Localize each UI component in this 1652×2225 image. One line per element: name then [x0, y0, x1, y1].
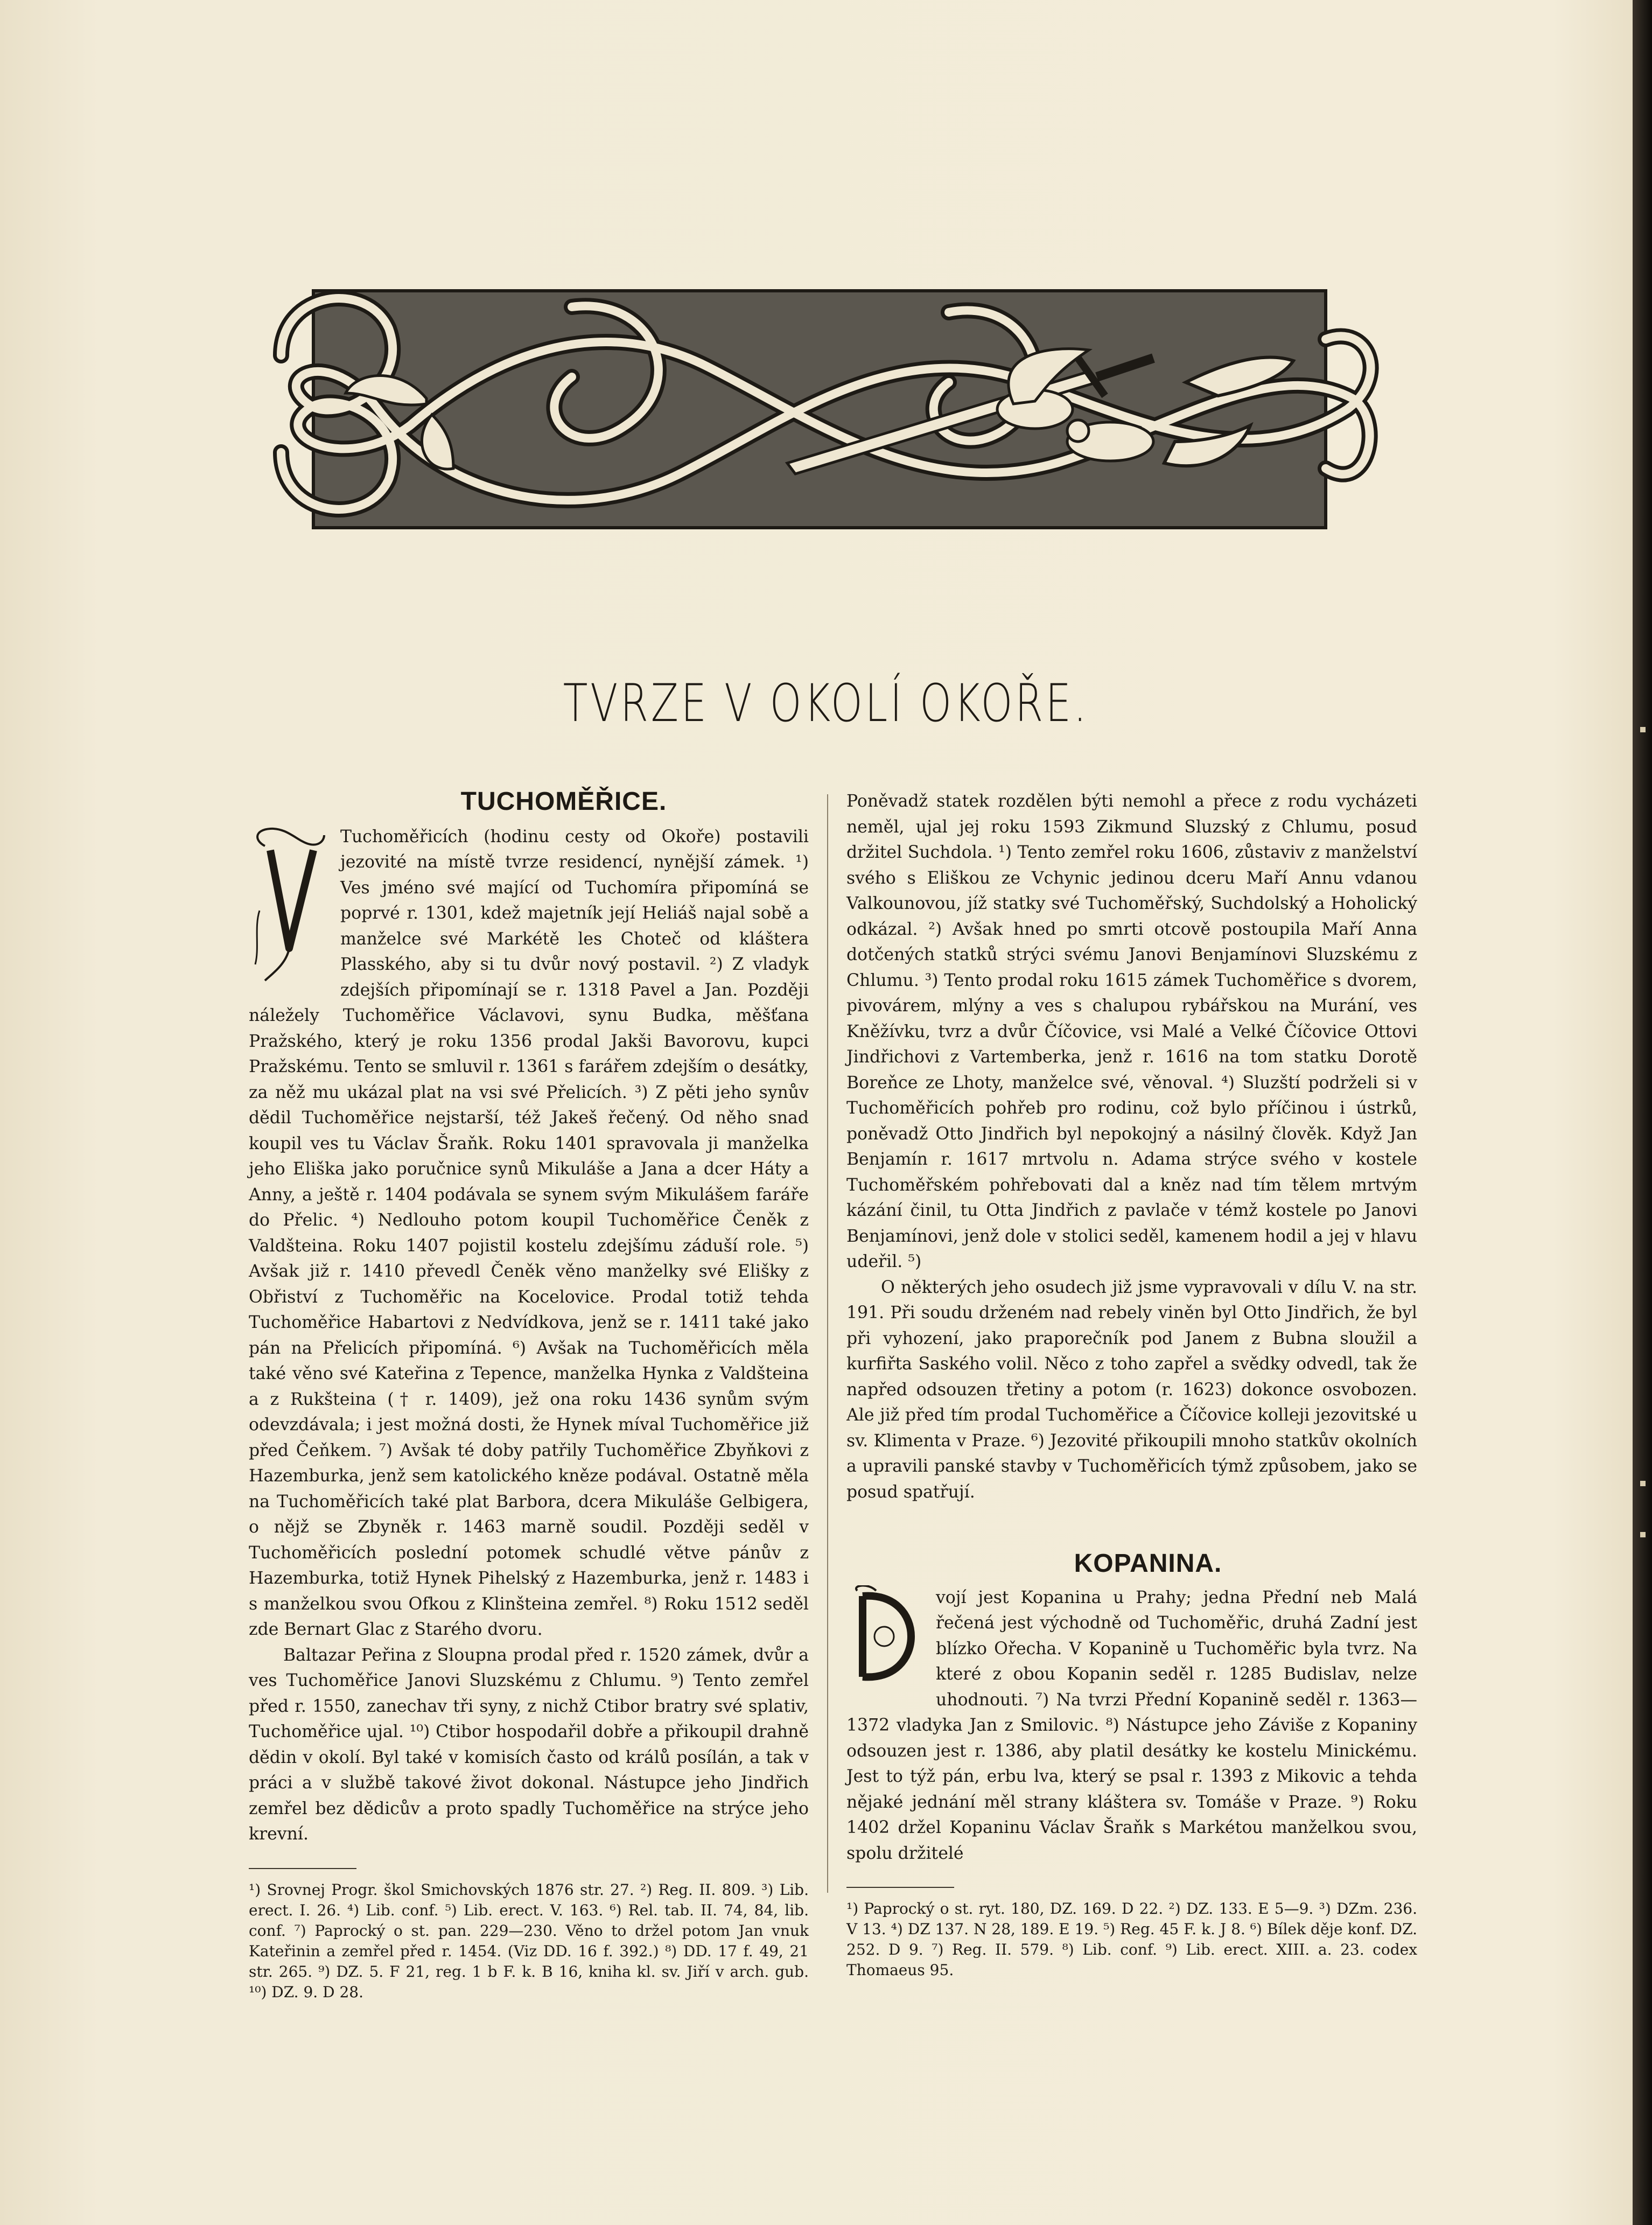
left-column [249, 789, 809, 2003]
right-column [846, 789, 1417, 1981]
paragraph: vojí jest Kopanina u Prahy; jedna Přední neb Malá řečená jest východně od Tuchoměřic, druhá Zadní jest blízko Ořecha. V Kopanině u Tuchoměřic byla tvrz. Na které z obou Kopanin seděl r. 1285 Budislav, nelze uhodnouti. ⁷) Na tvrzi Přední Kopanině seděl r. 1363—1372 vladyka Jan z Smilovic. ⁸) Nástupce jeho Záviše z Kopaniny odsouzen jest r. 1386, aby platil desátky ke kostelu Minickému. Jest to týž pán, erbu lva, který se psal r. 1393 z Mikovic a tehda nějaké jednání měl strany kláštera sv. Tomáše v Praze. ⁹) Roku 1402 držel Kopaninu Václav Šraňk s Markétou manželkou svou, spolu držitelé [846, 1587, 1417, 1863]
footnotes: ¹) Srovnej Progr. škol Smichovských 1876 str. 27. ²) Reg. II. 809. ³) Lib. erect. I. 26. ⁴) Lib. conf. ⁵) Lib. erect. V. 163. ⁶) Rel. tab. II. 74, 84, lib. conf. ⁷) Paprocký o st. pan. 229—230. Věno to držel potom Jan vnuk Kateřinin a zemřel před r. 1454. (Viz DD. 16 f. 392.) ⁸) DD. 17 f. 49, 21 str. 265. ⁹) DZ. 5. F 21, reg. 1 b F. k. B 16, kniha kl. sv. Jiří v arch. gub. ¹⁰) DZ. 9. D 28. [249, 1880, 809, 2001]
section-heading-tuchomerice: TUCHOMĚŘICE. [460, 787, 667, 816]
scan-edge-mark [1640, 727, 1646, 732]
paragraph: Baltazar Peřina z Sloupna prodal před r. 1520 zámek, dvůr a ves Tuchoměřice Janovi Sluzskému z Chlumu. ⁹) Tento zemřel před r. 1550, zanechav tři syny, z nichž Ctibor bratry své splativ, Tuchoměřice ujal. ¹⁰) Ctibor hospodařil dobře a přikoupil drahně dědin v okolí. Byl také v komisích často od králů posílán, a tak v práci a v službě takové život dokonal. Nástupce jeho Jindřich zemřel bez dědicův a proto spadly Tuchoměřice na strýce jeho krevní. [249, 1645, 809, 1844]
ornamental-header-banner [249, 248, 1388, 560]
page-title: TVRZE V OKOLÍ OKOŘE. [563, 673, 1089, 733]
footnotes: ¹) Paprocký o st. ryt. 180, DZ. 169. D 22. ²) DZ. 133. E 5—9. ³) DZm. 236. V 13. ⁴) DZ 137. N 28, 189. E 19. ⁵) Reg. 45 F. k. J 8. ⁶) Bílek děje konf. DZ. 252. D 9. ⁷) Reg. II. 579. ⁸) Lib. conf. ⁹) Lib. erect. XIII. a. 23. codex Thomaeus 95. [846, 1900, 1417, 1979]
column-rule [827, 794, 828, 1893]
scan-edge [1633, 0, 1652, 2225]
initial-letter-v-illustration [249, 824, 330, 986]
section-heading-kopanina: KOPANINA. [1074, 1549, 1222, 1578]
paragraph: Poněvadž statek rozdělen býti nemohl a přece z rodu vycházeti neměl, ujal jej roku 1593 Zikmund Sluzský z Chlumu, posud držitel Suchdola. ¹) Tento zemřel roku 1606, zůstaviv z manželství svého s Eliškou ze Vchynic jedinou dceru Maří Annu vdanou Valkounovou, jíž statky své Tuchoměřský, Suchdolský a Hoholický odkázal. ²) Avšak hned po smrti otcově postoupila Maří Anna dotčených statků strýci svému Janovi Benjamínovi Sluzskému z Chlumu. ³) Tento prodal roku 1615 zámek Tuchoměřice s dvorem, pivovárem, mlýny a ves s chalupou rybářskou na Murání, ves Kněžívku, tvrz a dvůr Číčovice, vsi Malé a Velké Číčovice Ottovi Jindřichovi z Vartemberka, jenž r. 1616 na tom statku Dorotě Boreňce ze Lhoty, manželce své, věnoval. ⁴) Sluzští podrželi si v Tuchoměřicích pohřeb pro rodinu, což bylo příčinou i ústrků, poněvadž Otto Jindřich byl nepokojný a násilný člověk. Když Jan Benjamín r. 1617 mrtvolu n. Adama strýce svého v kostele Tuchoměřském pohřebovati dal a kněz nad tím tělem mrtvým kázání činil, tu Otta Jindřich z pavlače v témž kostele po Janovi Benjamínovi, jenž dole v stolici seděl, kamenem hodil a jej v hlavu udeřil. ⁵) [846, 792, 1417, 1271]
footnote-rule [249, 1868, 356, 1869]
paragraph: Tuchoměřicích (hodinu cesty od Okoře) postavili jezovité na místě tvrze residencí, nynější zámek. ¹) Ves jméno své mající od Tuchomíra připomíná se poprvé r. 1301, kdež majetník její Heliáš najal sobě a manželce své Markétě les Choteč od kláštera Plasského, aby si tu dvůr nový postavil. ²) Z vladyk zdejších připomínají se r. 1318 Pavel a Jan. Později náležely Tuchoměřice Václavovi, synu Budka, měšťana Pražského, který je roku 1356 prodal Jakši Bavorovu, kupci Pražskému. Tento se smluvil r. 1361 s farářem zdejším o desátky, za něž mu ukázal plat na vsi své Přelicích. ³) Z pěti jeho synův dědil Tuchoměřice nejstarší, též Jakeš řečený. Od něho snad koupil ves tu Václav Šraňk. Roku 1401 spravovala ji manželka jeho Eliška jako poručnice synů Mikuláše a Jana a dcer Háty a Anny, a ještě r. 1404 podávala se synem svým Mikulášem faráře do Přelic. ⁴) Nedlouho potom koupil Tuchoměřice Čeněk z Valdšteina. Roku 1407 pojistil kostelu zdejšímu záduší role. ⁵) Avšak již r. 1410 převedl Čeněk věno manželky své Elišky z Obřiství z Tuchoměřic na Kocelovice. Prodal totiž tehda Tuchoměřice Habartovi z Nedvídkova, jenž se r. 1411 také jako pán na Přelicích připomíná. ⁶) Avšak na Tuchoměřicích měla také věno své Kateřina z Tepence, manželka Hynka z Valdšteina a z Rukšteina († r. 1409), jež ona roku 1436 synům svým odevzdávala; i jest možná dosti, že Hynek míval Tuchoměřice již před Čeňkem. ⁷) Avšak té doby patřily Tuchoměřice Zbyňkovi z Hazemburka, jenž sem katolického kněze podával. Ostatně měla na Tuchoměřicích také plat Barbora, dcera Mikuláše Gelbigera, o nějž se Zbyněk r. 1463 marně soudil. Později seděl v Tuchoměřicích poslední potomek schudlé větve pánův z Hazemburka, totiž Hynek Pihelský z Hazemburka, jenž r. 1483 i s manželkou svou Ofkou z Klinšteina zemřel. ⁸) Roku 1512 seděl zde Bernart Glac z Starého dvoru. [249, 827, 809, 1639]
section-gap [846, 1505, 1417, 1551]
initial-letter-d-illustration [846, 1585, 927, 1693]
footnote-rule [846, 1887, 954, 1888]
paragraph: O některých jeho osudech již jsme vypravovali v dílu V. na str. 191. Při soudu drženém nad rebely viněn byl Otto Jindřich, že byl při vyhození, jako praporečník pod Janem z Bubna sloužil a kurfiřta Saského volil. Něco z toho zapřel a svědky odvedl, tak že napřed odsouzen třetiny a potom (r. 1623) dokonce osvobozen. Ale již před tím prodal Tuchoměřice a Číčovice kolleji jezovitské u sv. Klimenta v Praze. ⁶) Jezovité přikoupili mnoho statkův okolních a upravili panské stavby v Tuchoměřicích týmž způsobem, jako se posud spatřují. [846, 1277, 1417, 1502]
scan-edge-mark [1640, 1532, 1646, 1537]
scan-edge-mark [1640, 1481, 1646, 1486]
